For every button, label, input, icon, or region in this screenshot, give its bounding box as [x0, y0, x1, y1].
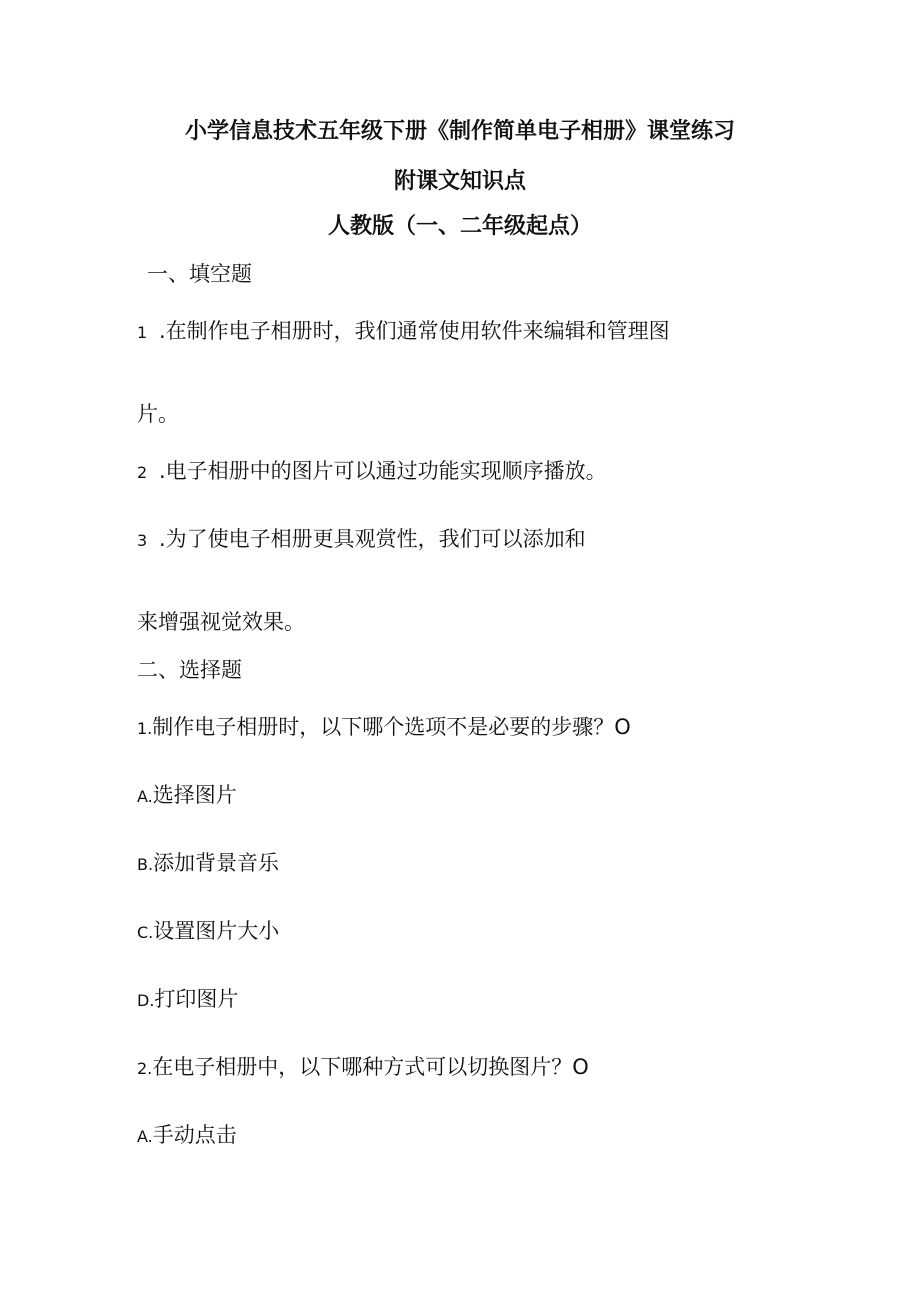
question-number: 1.	[137, 719, 153, 738]
option-text: 添加背景音乐	[153, 851, 280, 875]
section-heading-fill-blank: 一、填空题	[147, 262, 252, 286]
section-heading-multiple-choice: 二、选择题	[137, 658, 242, 682]
choice-question-1	[137, 717, 631, 738]
choice-1-option-b	[137, 853, 279, 874]
question-text: .为了使电子相册更具观赏性，我们可以添加和	[159, 527, 586, 551]
choice-1-option-d	[137, 989, 238, 1010]
question-text: 制作电子相册时，以下哪个选项不是必要的步骤？O	[152, 715, 631, 739]
option-text: 手动点击	[152, 1123, 237, 1147]
option-text: 设置图片大小	[153, 919, 280, 943]
fill-question-1	[137, 321, 670, 342]
choice-2-option-a	[137, 1125, 237, 1146]
choice-question-2	[137, 1057, 589, 1078]
document-title: 小学信息技术五年级下册《制作简单电子相册》课堂练习	[184, 119, 735, 144]
fill-question-1-continuation: 片。	[137, 402, 179, 426]
question-number: 2.	[137, 1059, 153, 1078]
option-text: 打印图片	[154, 987, 239, 1011]
option-letter: C.	[137, 923, 154, 942]
document-subtitle: 附课文知识点	[393, 169, 526, 194]
option-letter: B.	[137, 855, 154, 874]
fill-question-3-continuation: 来增强视觉效果。	[137, 610, 305, 634]
choice-1-option-a	[137, 785, 237, 806]
fill-question-2	[137, 461, 607, 482]
option-letter: A.	[137, 1127, 153, 1146]
question-text: 在电子相册中，以下哪种方式可以切换图片？O	[152, 1055, 589, 1079]
document-edition: 人教版（一、二年级起点）	[327, 214, 592, 239]
choice-1-option-c	[137, 921, 279, 942]
question-number: 3	[137, 531, 148, 550]
option-text: 选择图片	[152, 783, 237, 807]
question-number: 2	[137, 463, 148, 482]
question-number: 1	[137, 323, 148, 342]
question-text: .电子相册中的图片可以通过功能实现顺序播放。	[159, 459, 607, 483]
question-text: .在制作电子相册时，我们通常使用软件来编辑和管理图	[159, 319, 670, 343]
option-letter: A.	[137, 787, 153, 806]
option-letter: D.	[137, 991, 155, 1010]
fill-question-3	[137, 529, 586, 550]
